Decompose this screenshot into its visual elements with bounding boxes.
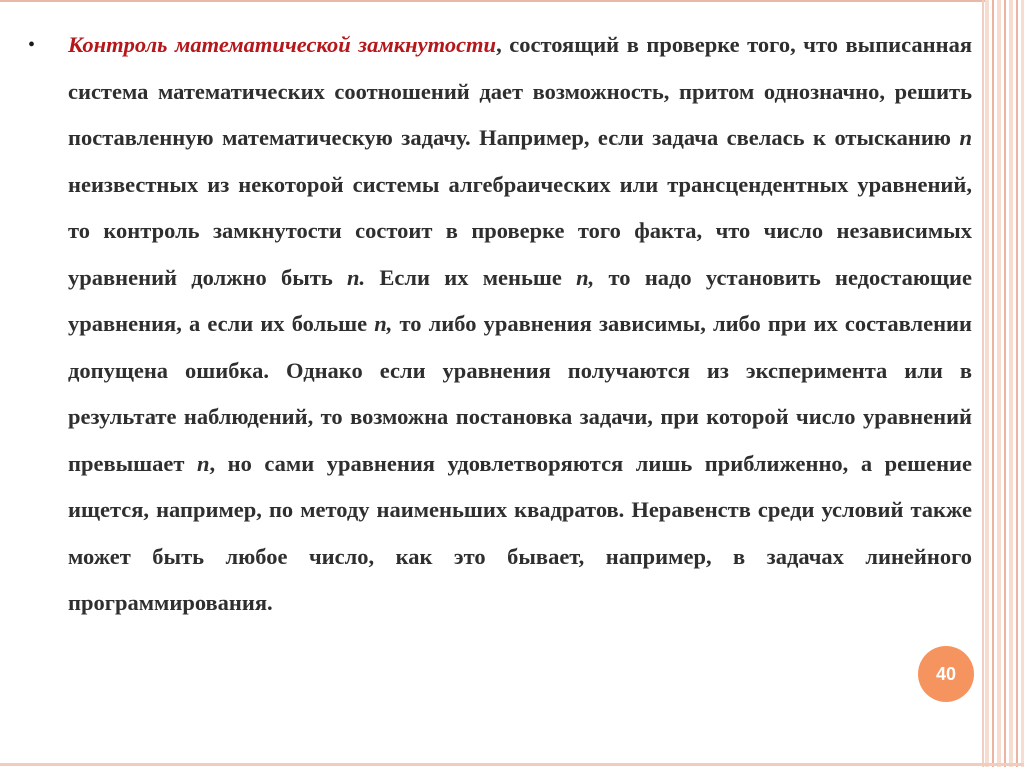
text-segment: Если их меньше xyxy=(365,264,577,290)
variable-n: n. xyxy=(347,264,366,290)
variable-n: n, xyxy=(374,311,393,336)
bottom-rule xyxy=(0,763,1024,766)
variable-n: n, xyxy=(576,264,595,290)
variable-n: n xyxy=(959,125,972,150)
variable-n: n xyxy=(197,450,210,476)
text-segment: то либо уравнения зависимы, либо при их составлении допущена ошибка. Однако если уравнения получаются из эксперимента или в результате наблюдений, то возможна постановка задачи, при которой число уравнений превышает xyxy=(68,311,972,476)
text-segment: то надо установить недостающие уравнения, а если их больше xyxy=(68,264,972,336)
decorative-stripes xyxy=(985,0,1024,767)
text-segment: , но сами уравнения удовлетворяются лишь приближенно, а решение ищется, например, по методу наименьших квадратов. Неравенств среди условий также может быть любое число, как это бывает, например, в задачах линейного программирования. xyxy=(68,450,972,615)
bullet-icon: • xyxy=(28,34,36,56)
text-segment: , состоящий в проверке того, что выписанная система математических соотношений дает возможность, притом однозначно, решить поставленную математическую задачу. Например, если задача свелась к отысканию xyxy=(68,32,973,150)
page-number-badge: 40 xyxy=(918,646,974,702)
stripe-edge xyxy=(982,0,984,767)
highlighted-term: Контроль математической замкнутости xyxy=(68,32,497,57)
slide-body-text xyxy=(68,22,972,627)
text-segment: неизвестных из некоторой системы алгебраических или трансцендентных уравнений, то контроль замкнутости состоит в проверке того факта, что число независимых уравнений должно быть xyxy=(68,171,972,290)
top-rule xyxy=(0,0,1024,2)
